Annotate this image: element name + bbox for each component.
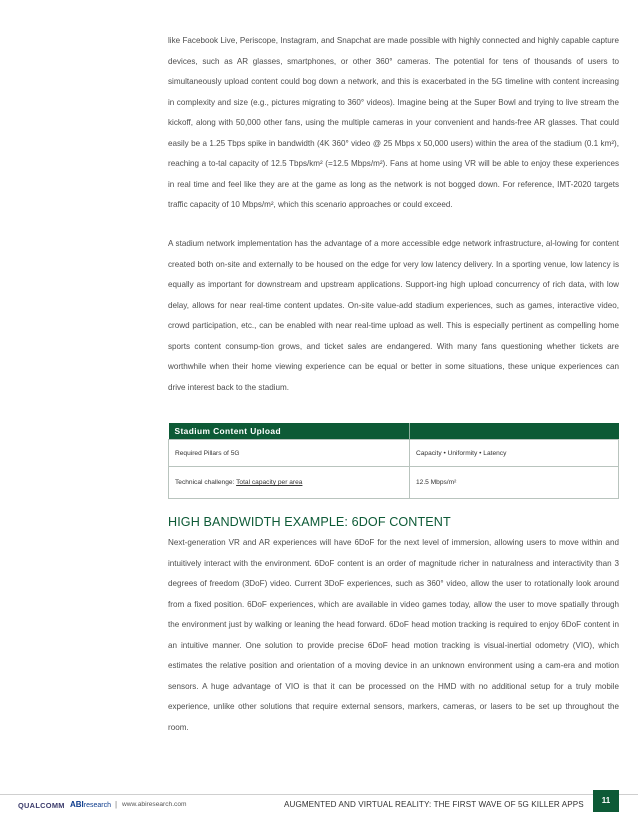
- table-cell-label: [169, 467, 410, 499]
- body-paragraph: like Facebook Live, Periscope, Instagram, and Snapchat are made possible with highly connected and highly capable capture devices, such as AR glasses, smartphones, or other 360° cameras. The potential for tens of thousands of users to simultaneously upload content could bog down a network, and this is exacerbated in the 5G timeline with content increasing in complexity and size (e.g., pictures migrating to 360° videos). Imagine being at the Super Bowl and trying to live stream the kickoff, along with 50,000 other fans, using the multiple cameras in your convenient and hands-free AR glasses. That could easily be a 1.25 Tbps spike in bandwidth (4K 360° video @ 25 Mbps x 50,000 users) within the area of the stadium (0.1 km²), reaching a to-tal capacity of 12.5 Tbps/km² (=12.5 Mbps/m²). Fans at home using VR will be able to enjoy these experiences in real time and feel like they are at the game as long as the network is not bogged down. For reference, IMT-2020 targets traffic capacity of 10 Mbps/m², which this scenario approaches or could exceed.: [168, 36, 619, 209]
- footer-report-title: AUGMENTED AND VIRTUAL REALITY: THE FIRST WAVE OF 5G KILLER APPS: [284, 800, 584, 809]
- technical-challenge-prefix: Technical challenge:: [175, 479, 237, 486]
- qualcomm-logo: QUALCOMM: [18, 801, 65, 810]
- page-number: 11: [593, 790, 619, 812]
- footer-divider: [0, 794, 638, 795]
- body-paragraph: A stadium network implementation has the advantage of a more accessible edge network infrastructure, al-lowing for content created both on-site and externally to be housed on the edge for very low latency delivery. In a sporting venue, low latency is equally as important for downstream and upstream applications. Support-ing high upload concurrency of rich data, with low delay, allows for near real-time content updates. On-site value-add stadium experiences, such as games, interactive video, crowd participation, etc., can be enabled with near real-time upload as well. This is especially pertinent as compelling home sports content consump-tion grows, and ticket sales are endangered. With many fans questioning whether tickets are worthwhile when their home viewing experience can be equal or better in some situations, these unique experiences can drive interest back to the stadium.: [168, 239, 619, 392]
- technical-challenge-link[interactable]: Total capacity per area: [236, 479, 303, 486]
- table-title: Stadium Content Upload: [169, 423, 410, 440]
- stadium-content-upload-table: [168, 423, 619, 499]
- table-cell-label: Required Pillars of 5G: [169, 440, 410, 467]
- body-paragraph: Next-generation VR and AR experiences will have 6DoF for the next level of immersion, allowing users to move within and intuitively interact with the environment. 6DoF content is an order of magnitude richer in naturalness and interactivity than 3 degrees of freedom (3DoF) video. Current 3DoF experiences, such as 360° video, allow the user to rotationally look around from a fixed position. 6DoF experiences, which are available in video games today, allow the user to move spatially through the environment just by walking or leaning the head forward. 6DoF head motion tracking is required to enjoy 6DoF content in an intuitive manner. One solution to provide precise 6DoF head motion tracking is visual-inertial odometry (VIO), which estimates the relative position and orientation of a moving device in an unknown environment using a cam-era and motion sensors. A huge advantage of VIO is that it can be processed on the HMD with no additional setup for a truly mobile experience, unlike other solutions that require external sensors, markers, cameras, or lasers to be set up throughout the room.: [168, 538, 619, 732]
- table-header-blank: [410, 423, 619, 440]
- abi-research-logo: [70, 800, 111, 809]
- footer-separator: |: [115, 800, 118, 809]
- website-link[interactable]: www.abiresearch.com: [122, 801, 187, 808]
- abi-logo-sub: research: [83, 802, 112, 809]
- section-heading: HIGH BANDWIDTH EXAMPLE: 6DOF CONTENT: [168, 515, 451, 529]
- abi-logo-main: ABI: [70, 800, 84, 809]
- table-cell-value: 12.5 Mbps/m²: [410, 467, 619, 499]
- table-row: [169, 440, 619, 467]
- table-cell-value: Capacity • Uniformity • Latency: [410, 440, 619, 467]
- table-row: [169, 467, 619, 499]
